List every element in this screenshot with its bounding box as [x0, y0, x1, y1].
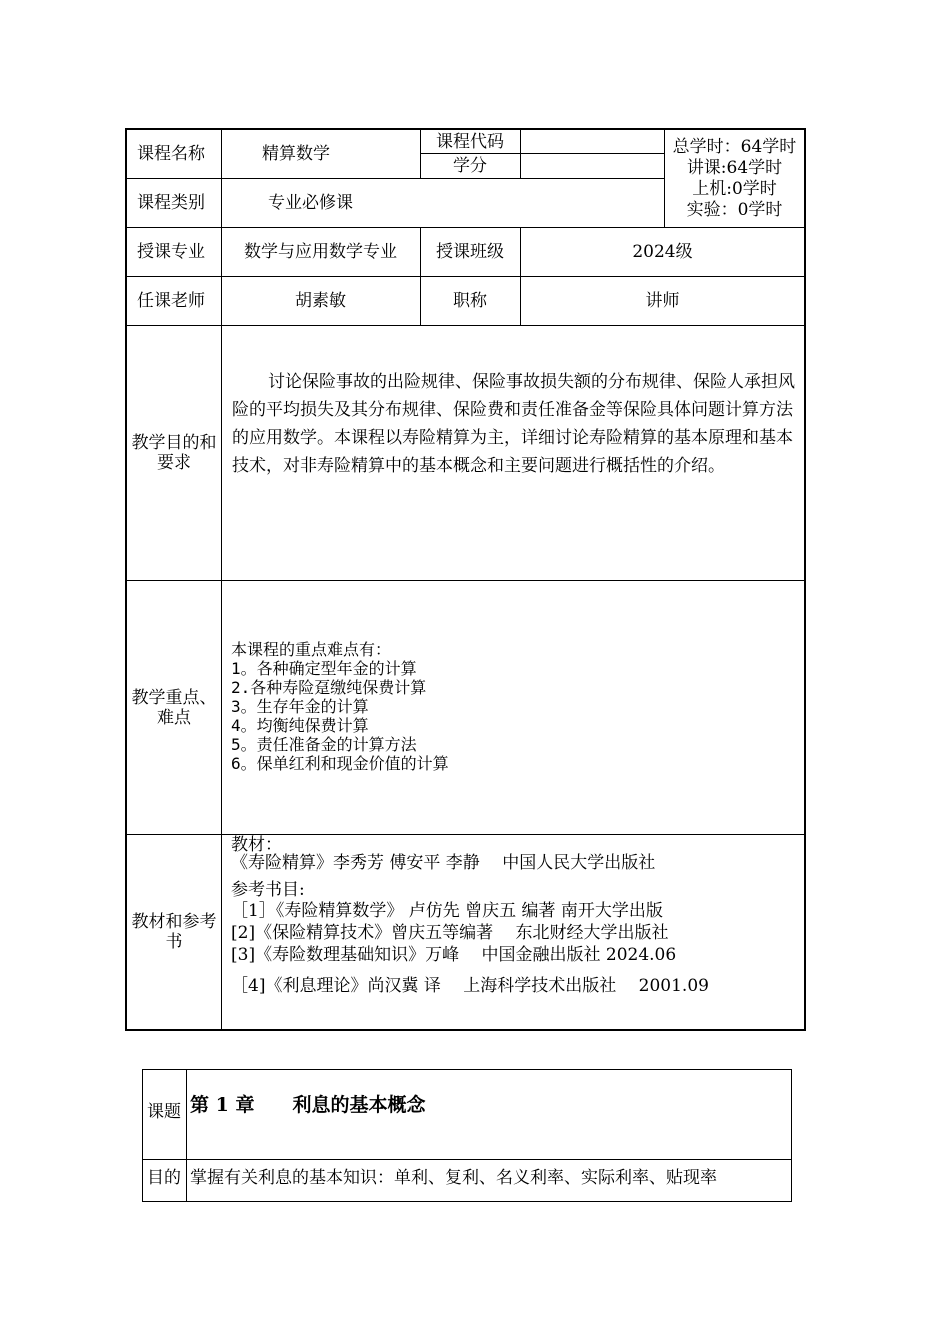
experiment-hours: 实验：0学时 [686, 200, 783, 220]
title-label: 职称 [453, 291, 487, 311]
objective-text: 讨论保险事故的出险规律、保险事故损失额的分布规律、保险人承担风险的平均损失及其分布规律、保险费和责任准备金等保险具体问题计算方法的应用数学。本课程以寿险精算为主，详细讨论寿险精算的基本原理和基本技术，对非寿险精算中的基本概念和主要问题进行概括性的介绍。 [232, 372, 795, 476]
key-point-item: 1。各种确定型年金的计算 [231, 659, 417, 678]
row-divider [420, 153, 664, 154]
goal-label: 目的 [147, 1168, 181, 1188]
col-divider [221, 129, 222, 1030]
goal-value: 掌握有关利息的基本知识：单利、复利、名义利率、实际利率、贴现率 [190, 1168, 717, 1188]
major-value: 数学与应用数学专业 [244, 242, 397, 262]
row-divider [126, 178, 664, 179]
topic-label: 课题 [147, 1102, 181, 1122]
key-points-label: 教学重点、难点 [131, 688, 217, 728]
category-label: 课程类别 [137, 193, 205, 213]
topic-value: 第 1 章 利息的基本概念 [190, 1094, 426, 1116]
key-point-item: 4。均衡纯保费计算 [231, 716, 369, 735]
row-divider [126, 276, 805, 277]
lecture-hours: 讲课:64学时 [686, 158, 783, 178]
books-label: 教材和参考书 [131, 912, 217, 952]
teacher-value: 胡素敏 [295, 291, 346, 311]
objective-label: 教学目的和要求 [131, 433, 217, 473]
class-label: 授课班级 [436, 242, 504, 262]
textbook-heading: 教材： [231, 835, 282, 855]
key-point-item: 5。责任准备金的计算方法 [231, 735, 417, 754]
key-point-item: 2.各种寿险趸缴纯保费计算 [231, 678, 427, 697]
computer-hours: 上机:0学时 [692, 179, 777, 199]
class-value: 2024级 [632, 242, 693, 262]
row-divider [126, 227, 805, 228]
row-divider [126, 325, 805, 326]
reference-entry: [3]《寿险数理基础知识》万峰 中国金融出版社 2024.06 [231, 945, 677, 965]
key-point-intro: 本课程的重点难点有： [231, 640, 392, 659]
title-value: 讲师 [645, 291, 680, 311]
key-point-item: 3。生存年金的计算 [231, 697, 369, 716]
key-point-item: 6。保单红利和现金价值的计算 [231, 754, 449, 773]
textbook-entry: 《寿险精算》李秀芳 傅安平 李静 中国人民大学出版社 [231, 853, 656, 873]
col-divider [520, 129, 521, 178]
teacher-label: 任课老师 [137, 291, 205, 311]
row-divider [126, 580, 805, 581]
course-name-label: 课程名称 [137, 144, 205, 164]
row-divider [126, 834, 805, 835]
major-label: 授课专业 [137, 242, 205, 262]
row-divider [143, 1159, 791, 1160]
category-value: 专业必修课 [268, 193, 353, 213]
course-code-label: 课程代码 [436, 132, 504, 152]
course-name-value: 精算数学 [262, 144, 330, 164]
total-hours: 总学时：64学时 [672, 137, 797, 157]
col-divider [186, 1070, 187, 1201]
reference-entry: [2]《保险精算技术》曾庆五等编著 东北财经大学出版社 [231, 923, 669, 943]
reference-entry: ［4]《利息理论》尚汉冀 译 上海科学技术出版社 2001.09 [231, 976, 709, 996]
reference-heading: 参考书目: [231, 880, 305, 900]
credit-label: 学分 [453, 156, 487, 176]
reference-entry: ［1］《寿险精算数学》 卢仿先 曾庆五 编著 南开大学出版 [231, 901, 663, 921]
